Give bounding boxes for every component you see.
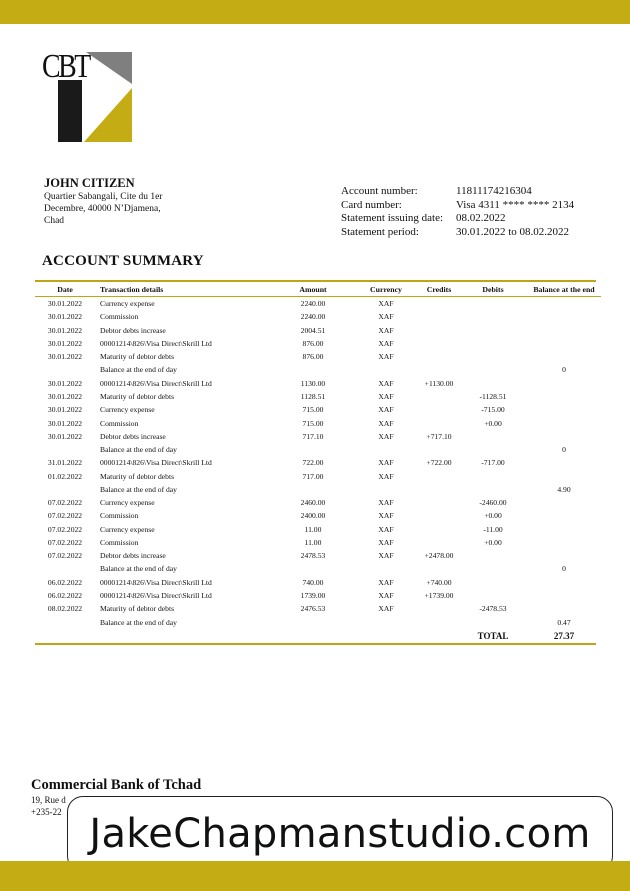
- cell-debit: [459, 297, 527, 311]
- cell-details: Currency expense: [100, 405, 155, 415]
- cell-debit: [459, 549, 527, 562]
- cell-balance: [527, 469, 601, 482]
- cell-balance: [527, 390, 601, 403]
- cell-date: [35, 615, 95, 628]
- cell-details: Commission: [100, 418, 139, 428]
- cell-credit: [419, 536, 459, 549]
- cell-date: 07.02.2022: [47, 524, 83, 534]
- cell-debit: [459, 337, 527, 350]
- cell-details: Maturity of debtor debts: [100, 471, 175, 481]
- cell-balance: [527, 430, 601, 443]
- table-row: [35, 337, 601, 350]
- cell-credit: +717.10: [426, 431, 452, 441]
- cell-currency: XAF: [378, 524, 394, 534]
- cell-currency: XAF: [378, 405, 394, 415]
- cell-credit: [419, 602, 459, 615]
- cell-balance: 0: [562, 365, 566, 375]
- table-row: [35, 576, 601, 589]
- cell-currency: XAF: [378, 604, 394, 614]
- cell-details: Balance at the end of day: [100, 445, 177, 455]
- cell-currency: XAF: [378, 378, 394, 388]
- cell-debit: [459, 430, 527, 443]
- cell-amount: [273, 562, 353, 575]
- cell-debit: -11.00: [483, 524, 503, 534]
- cell-balance: [527, 523, 601, 536]
- header-debits: Debits: [459, 282, 527, 297]
- account-summary-title: ACCOUNT SUMMARY: [42, 253, 204, 269]
- table-row: [35, 562, 601, 575]
- cell-currency: XAF: [378, 511, 394, 521]
- table-row: [35, 416, 601, 429]
- cell-debit: [459, 310, 527, 323]
- header-balance: Balance at the end: [527, 282, 601, 297]
- cell-balance: [527, 549, 601, 562]
- cell-balance: [527, 456, 601, 469]
- cell-amount: 876.00: [302, 338, 324, 348]
- cell-credit: [419, 350, 459, 363]
- table-row: [35, 549, 601, 562]
- cell-date: 06.02.2022: [47, 590, 83, 600]
- cell-date: 30.01.2022: [47, 418, 83, 428]
- table-row: [35, 390, 601, 403]
- cell-balance: 4.90: [557, 484, 571, 494]
- cell-details: Balance at the end of day: [100, 484, 177, 494]
- table-row: [35, 589, 601, 602]
- cell-credit: [419, 496, 459, 509]
- cell-amount: [273, 483, 353, 496]
- cell-currency: [353, 483, 419, 496]
- cell-currency: XAF: [378, 352, 394, 362]
- cell-details: Balance at the end of day: [100, 617, 177, 627]
- header-credits: Credits: [419, 282, 459, 297]
- cell-credit: [419, 483, 459, 496]
- client-address-line: Decembre, 40000 N’Djamena,: [44, 204, 161, 214]
- cell-amount: 11.00: [304, 524, 322, 534]
- account-number-row: [341, 185, 574, 199]
- client-address-line: Quartier Sabangali, Cite du 1er: [44, 192, 163, 202]
- cell-balance: 0.47: [557, 617, 571, 627]
- account-details: [341, 185, 574, 239]
- table-row: [35, 509, 601, 522]
- cell-credit: [419, 523, 459, 536]
- cell-balance: [527, 496, 601, 509]
- cell-debit: [459, 589, 527, 602]
- cell-credit: [419, 337, 459, 350]
- cell-currency: XAF: [378, 498, 394, 508]
- table-row: [35, 496, 601, 509]
- cell-amount: [273, 363, 353, 376]
- cell-currency: [353, 443, 419, 456]
- cell-balance: [527, 509, 601, 522]
- cell-details: Currency expense: [100, 498, 155, 508]
- cell-credit: [419, 324, 459, 337]
- cell-balance: [527, 602, 601, 615]
- cell-date: [35, 363, 95, 376]
- table-bottom-rule: [35, 643, 596, 645]
- cell-date: 30.01.2022: [47, 338, 83, 348]
- table-body: [35, 297, 601, 629]
- table-row: [35, 443, 601, 456]
- header-amount: Amount: [273, 282, 353, 297]
- cell-debit: [459, 562, 527, 575]
- cell-credit: +2478.00: [424, 551, 454, 561]
- cell-balance: [527, 310, 601, 323]
- cell-currency: XAF: [378, 325, 394, 335]
- cell-date: 30.01.2022: [47, 352, 83, 362]
- cell-date: 30.01.2022: [47, 299, 83, 309]
- table-row: [35, 483, 601, 496]
- cell-date: 07.02.2022: [47, 511, 83, 521]
- cell-date: 30.01.2022: [47, 325, 83, 335]
- cell-amount: 717.00: [302, 471, 324, 481]
- cell-debit: -715.00: [481, 405, 505, 415]
- cell-debit: [459, 324, 527, 337]
- header-details: Transaction details: [95, 282, 273, 297]
- cell-details: 00001214\826\Visa Direct\Skrill Ltd: [100, 458, 212, 468]
- header-currency: Currency: [353, 282, 419, 297]
- bank-name: Commercial Bank of Tchad: [31, 777, 202, 793]
- cell-credit: [419, 310, 459, 323]
- cell-amount: 2004.51: [300, 325, 326, 335]
- cell-currency: XAF: [378, 551, 394, 561]
- cell-amount: 1128.51: [300, 391, 326, 401]
- cell-debit: +0.00: [484, 537, 502, 547]
- cell-credit: +1739.00: [424, 590, 454, 600]
- cell-debit: [459, 469, 527, 482]
- cell-debit: [459, 443, 527, 456]
- cell-date: 06.02.2022: [47, 577, 83, 587]
- cell-currency: XAF: [378, 391, 394, 401]
- cell-details: Balance at the end of day: [100, 365, 177, 375]
- cell-balance: 0: [562, 445, 566, 455]
- cell-currency: XAF: [378, 471, 394, 481]
- cell-credit: [419, 509, 459, 522]
- cell-details: 00001214\826\Visa Direct\Skrill Ltd: [100, 338, 212, 348]
- cell-date: 30.01.2022: [47, 391, 83, 401]
- cell-currency: [353, 363, 419, 376]
- cell-balance: [527, 536, 601, 549]
- cell-balance: [527, 416, 601, 429]
- table-row: [35, 403, 601, 416]
- cell-date: 30.01.2022: [47, 378, 83, 388]
- cell-amount: 715.00: [302, 405, 324, 415]
- table-row: [35, 363, 601, 376]
- top-accent-band: [0, 0, 630, 24]
- account-number-value: 11811174216304: [456, 185, 532, 197]
- cell-date: [35, 443, 95, 456]
- header-date: Date: [35, 282, 95, 297]
- cell-amount: 2400.00: [300, 511, 326, 521]
- cell-credit: [419, 297, 459, 311]
- table-row: [35, 297, 601, 311]
- cell-date: 08.02.2022: [47, 604, 83, 614]
- statement-period-label: Statement period:: [341, 225, 419, 238]
- cell-amount: [273, 615, 353, 628]
- cell-debit: -2460.00: [479, 498, 507, 508]
- cell-balance: [527, 589, 601, 602]
- transactions-table-wrapper: [35, 280, 596, 645]
- cell-credit: [419, 615, 459, 628]
- cell-credit: [419, 363, 459, 376]
- bottom-accent-band: [0, 861, 630, 891]
- cell-debit: [459, 377, 527, 390]
- cell-credit: [419, 469, 459, 482]
- cell-details: Currency expense: [100, 299, 155, 309]
- statement-period-value: 30.01.2022 to 08.02.2022: [456, 225, 570, 238]
- bank-address-line: 19, Rue d: [31, 795, 66, 805]
- cell-balance: [527, 297, 601, 311]
- table-row: [35, 469, 601, 482]
- cell-amount: 11.00: [304, 537, 322, 547]
- cell-balance: [527, 403, 601, 416]
- cell-date: 30.01.2022: [47, 405, 83, 415]
- cell-amount: 876.00: [302, 352, 324, 362]
- cell-details: Debtor debts increase: [100, 325, 166, 335]
- cell-details: Commission: [100, 312, 139, 322]
- cell-credit: [419, 562, 459, 575]
- table-row: [35, 430, 601, 443]
- cell-currency: XAF: [378, 418, 394, 428]
- cell-credit: +722.00: [426, 458, 452, 468]
- cell-date: [35, 483, 95, 496]
- cell-currency: [353, 615, 419, 628]
- transactions-table: [35, 282, 601, 643]
- cell-debit: +0.00: [484, 511, 502, 521]
- cell-debit: -717.00: [481, 458, 505, 468]
- table-row: [35, 377, 601, 390]
- table-row: [35, 523, 601, 536]
- cell-credit: [419, 403, 459, 416]
- issue-date-row: [341, 212, 574, 226]
- table-row: [35, 536, 601, 549]
- account-number-label: Account number:: [341, 185, 418, 197]
- cell-debit: [459, 615, 527, 628]
- client-address-line: Chad: [44, 216, 65, 226]
- cell-credit: +740.00: [426, 577, 452, 587]
- statement-period-row: [341, 226, 574, 240]
- cell-amount: 2240.00: [300, 312, 326, 322]
- cell-details: 00001214\826\Visa Direct\Skrill Ltd: [100, 577, 212, 587]
- cell-date: 07.02.2022: [47, 537, 83, 547]
- cell-details: Debtor debts increase: [100, 551, 166, 561]
- table-row: [35, 615, 601, 628]
- card-number-row: [341, 199, 574, 213]
- cell-date: 07.02.2022: [47, 551, 83, 561]
- cell-details: Debtor debts increase: [100, 431, 166, 441]
- table-row: [35, 602, 601, 615]
- logo-text: CBT: [42, 48, 89, 85]
- bank-logo: [42, 48, 132, 144]
- table-row: [35, 350, 601, 363]
- cell-date: 30.01.2022: [47, 312, 83, 322]
- cell-credit: [419, 416, 459, 429]
- cell-date: 31.01.2022: [47, 458, 83, 468]
- cell-credit: [419, 443, 459, 456]
- cell-amount: 715.00: [302, 418, 324, 428]
- cell-amount: [273, 443, 353, 456]
- cell-amount: 1130.00: [300, 378, 326, 388]
- cell-details: Commission: [100, 537, 139, 547]
- cell-debit: -2478.53: [479, 604, 507, 614]
- cell-currency: XAF: [378, 590, 394, 600]
- cell-balance: [527, 324, 601, 337]
- cell-currency: XAF: [378, 299, 394, 309]
- cell-currency: XAF: [378, 458, 394, 468]
- cell-details: 00001214\826\Visa Direct\Skrill Ltd: [100, 590, 212, 600]
- cell-debit: +0.00: [484, 418, 502, 428]
- cell-currency: [353, 562, 419, 575]
- total-label: TOTAL: [477, 630, 509, 641]
- cell-details: Commission: [100, 511, 139, 521]
- cell-amount: 722.00: [302, 458, 324, 468]
- table-row: [35, 324, 601, 337]
- cell-details: 00001214\826\Visa Direct\Skrill Ltd: [100, 378, 212, 388]
- cell-debit: -1128.51: [479, 391, 507, 401]
- cell-details: Maturity of debtor debts: [100, 391, 175, 401]
- cell-currency: XAF: [378, 338, 394, 348]
- cell-date: 07.02.2022: [47, 498, 83, 508]
- cell-currency: XAF: [378, 312, 394, 322]
- cell-amount: 2460.00: [300, 498, 326, 508]
- cell-date: 30.01.2022: [47, 431, 83, 441]
- table-row: [35, 310, 601, 323]
- cell-details: Maturity of debtor debts: [100, 352, 175, 362]
- cell-currency: XAF: [378, 577, 394, 587]
- cell-date: 01.02.2022: [47, 471, 83, 481]
- cell-balance: 0: [562, 564, 566, 574]
- issue-date-value: 08.02.2022: [456, 212, 506, 224]
- cell-amount: 740.00: [302, 577, 324, 587]
- cell-amount: 2476.53: [300, 604, 326, 614]
- cell-amount: 2240.00: [300, 299, 326, 309]
- cell-debit: [459, 350, 527, 363]
- cell-details: Balance at the end of day: [100, 564, 177, 574]
- cell-balance: [527, 337, 601, 350]
- cell-balance: [527, 576, 601, 589]
- issue-date-label: Statement issuing date:: [341, 212, 444, 224]
- total-value: 27.37: [553, 630, 575, 641]
- cell-currency: XAF: [378, 537, 394, 547]
- card-number-value: Visa 4311 **** **** 2134: [456, 198, 575, 211]
- cell-balance: [527, 377, 601, 390]
- cell-debit: [459, 483, 527, 496]
- cell-amount: 717.10: [302, 431, 324, 441]
- cell-debit: [459, 363, 527, 376]
- card-number-label: Card number:: [341, 198, 402, 211]
- cell-details: Currency expense: [100, 524, 155, 534]
- cell-balance: [527, 350, 601, 363]
- watermark-text: JakeChapmanstudio.com: [89, 811, 591, 857]
- cell-amount: 2478.53: [300, 551, 326, 561]
- cell-date: [35, 562, 95, 575]
- table-row: [35, 456, 601, 469]
- total-row: [35, 629, 601, 643]
- cell-amount: 1739.00: [300, 590, 326, 600]
- cell-credit: [419, 390, 459, 403]
- cell-credit: +1130.00: [424, 378, 454, 388]
- client-address-block: [44, 176, 162, 227]
- cell-details: Maturity of debtor debts: [100, 604, 175, 614]
- bank-phone-line: +235-22: [31, 807, 62, 817]
- cell-currency: XAF: [378, 431, 394, 441]
- cell-debit: [459, 576, 527, 589]
- table-header-row: [35, 282, 601, 297]
- client-name: JOHN CITIZEN: [44, 176, 135, 190]
